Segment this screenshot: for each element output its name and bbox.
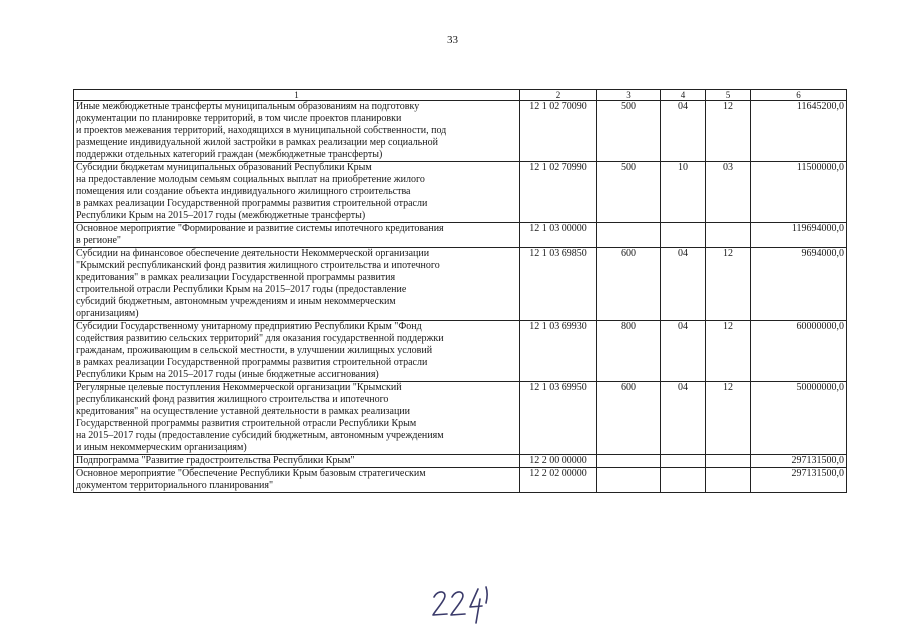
amount-cell: 297131500,0 [751,468,847,493]
amount-cell: 119694000,0 [751,223,847,248]
expense-type-cell [597,223,661,248]
row-description [74,468,520,493]
description-line: Субсидии бюджетам муниципальных образований Республики Крым [76,162,372,173]
description-line: кредитования" в рамках реализации Государственной программы развития [76,272,396,283]
description-line: документом территориального планирования" [76,480,274,491]
subsection-cell: 12 [706,248,751,321]
description-line: на 2015–2017 годы (предоставление субсидий бюджетным, автономным учреждениям [76,430,444,441]
target-code-cell: 12 1 03 69930 [520,321,597,382]
table-row [74,382,847,455]
description-line: субсидий бюджетным, автономным учреждениям и иным некоммерческим [76,296,396,307]
amount-cell: 11645200,0 [751,101,847,162]
description-line: размещение индивидуальной жилой застройки в рамках реализации мер социальной [76,137,438,148]
budget-table [73,89,847,493]
description-line: "Крымский республиканский фонд развития жилищного строительства и ипотечного [76,260,440,271]
table-row [74,321,847,382]
amount-cell: 9694000,0 [751,248,847,321]
row-description [74,321,520,382]
table-row [74,248,847,321]
subsection-cell [706,455,751,468]
description-line: документации по планировке территорий, в том числе проектов планировки [76,113,402,124]
description-line: гражданам, проживающим в сельской местности, в улучшении жилищных условий [76,345,433,356]
expense-type-cell: 800 [597,321,661,382]
section-cell [661,223,706,248]
expense-type-cell: 600 [597,382,661,455]
target-code-cell: 12 2 02 00000 [520,468,597,493]
column-header-2: 2 [520,90,597,101]
description-line: Подпрограмма "Развитие градостроительства Республики Крым" [76,455,355,466]
description-line: в рамках реализации Государственной программы развития строительной отрасли [76,198,428,209]
target-code-cell: 12 1 03 69850 [520,248,597,321]
column-header-5: 5 [706,90,751,101]
expense-type-cell: 600 [597,248,661,321]
description-line: кредитования" на осуществление уставной деятельности в рамках реализации [76,406,411,417]
section-cell: 04 [661,321,706,382]
description-line: поддержки отдельных категорий граждан (межбюджетные трансферты) [76,149,383,160]
table-row [74,101,847,162]
description-line: Основное мероприятие "Формирование и развитие системы ипотечного кредитования [76,223,444,234]
description-line: Субсидии Государственному унитарному предприятию Республики Крым "Фонд [76,321,422,332]
handwritten-page-number [430,585,510,625]
expense-type-cell [597,455,661,468]
description-line: Государственной программы развития строительной отрасли Республики Крым [76,418,417,429]
expense-type-cell [597,468,661,493]
description-line: помещения или создание объекта индивидуального жилищного строительства [76,186,411,197]
table-header-row [74,90,847,101]
target-code-cell: 12 1 02 70990 [520,162,597,223]
description-line: содействия развитию сельских территорий" для оказания государственной поддержки [76,333,444,344]
amount-cell: 11500000,0 [751,162,847,223]
section-cell: 10 [661,162,706,223]
table-row [74,223,847,248]
row-description [74,162,520,223]
section-cell: 04 [661,382,706,455]
description-line: республиканский фонд развития жилищного строительства и ипотечного [76,394,389,405]
page-number: 33 [447,34,458,46]
subsection-cell: 12 [706,101,751,162]
amount-cell: 297131500,0 [751,455,847,468]
subsection-cell [706,223,751,248]
description-line: строительной отрасли Республики Крым на 2015–2017 годы (предоставление [76,284,407,295]
description-line: в регионе" [76,235,121,246]
amount-cell: 50000000,0 [751,382,847,455]
subsection-cell: 12 [706,321,751,382]
description-line: на предоставление молодым семьям социальных выплат на приобретение жилого [76,174,425,185]
row-description [74,248,520,321]
row-description [74,223,520,248]
description-line: в рамках реализации Государственной программы развития строительной отрасли [76,357,428,368]
section-cell [661,468,706,493]
subsection-cell: 12 [706,382,751,455]
amount-cell: 60000000,0 [751,321,847,382]
target-code-cell: 12 2 00 00000 [520,455,597,468]
table-row [74,455,847,468]
column-header-6: 6 [751,90,847,101]
subsection-cell [706,468,751,493]
description-line: Республики Крым на 2015–2017 годы (иные бюджетные ассигнования) [76,369,379,380]
section-cell: 04 [661,101,706,162]
description-line: Иные межбюджетные трансферты муниципальным образованиям на подготовку [76,101,420,112]
column-header-1: 1 [74,90,520,101]
column-header-4: 4 [661,90,706,101]
row-description [74,382,520,455]
subsection-cell: 03 [706,162,751,223]
table-row [74,468,847,493]
section-cell: 04 [661,248,706,321]
description-line: Основное мероприятие "Обеспечение Республики Крым базовым стратегическим [76,468,426,479]
table-row [74,162,847,223]
description-line: и иным некоммерческим организациям) [76,442,247,453]
target-code-cell: 12 1 03 69950 [520,382,597,455]
description-line: организациям) [76,308,139,319]
description-line: Регулярные целевые поступления Некоммерческой организации "Крымский [76,382,402,393]
description-line: Республики Крым на 2015–2017 годы (межбюджетные трансферты) [76,210,366,221]
column-header-3: 3 [597,90,661,101]
description-line: и проектов межевания территорий, находящихся в муниципальной собственности, под [76,125,447,136]
description-line: Субсидии на финансовое обеспечение деятельности Некоммерческой организации [76,248,430,259]
expense-type-cell: 500 [597,101,661,162]
section-cell [661,455,706,468]
target-code-cell: 12 1 03 00000 [520,223,597,248]
row-description [74,101,520,162]
expense-type-cell: 500 [597,162,661,223]
table-body [74,101,847,493]
target-code-cell: 12 1 02 70090 [520,101,597,162]
row-description [74,455,520,468]
